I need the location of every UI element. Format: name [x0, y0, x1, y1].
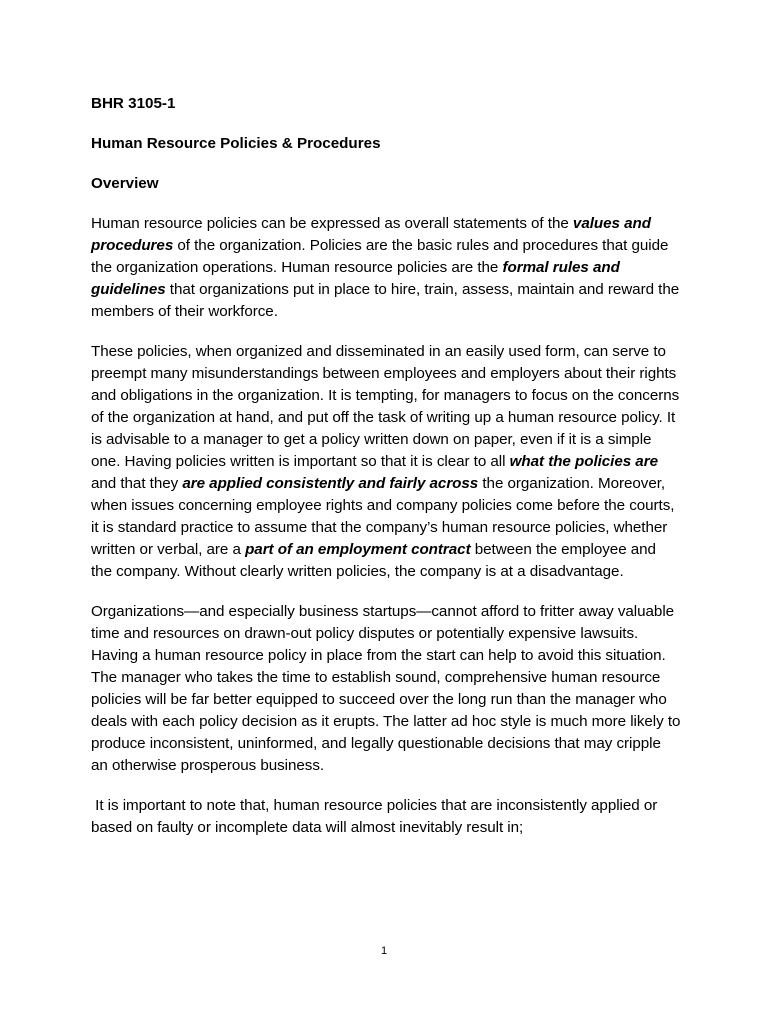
paragraph-2-text-4: between the employee and the company. Without clearly written policies, the company is at a disadvantage. — [91, 541, 656, 580]
section-heading-overview: Overview — [91, 175, 159, 192]
paragraph-1-text-1: Human resource policies can be expressed as overall statements of the — [91, 215, 573, 232]
page-content — [91, 93, 681, 857]
course-code: BHR 3105-1 — [91, 95, 176, 112]
paragraph-1-emphasis-1: values and procedures — [91, 215, 651, 254]
paragraph-2-text-3: the organization. Moreover, when issues concerning employee rights and company policies come before the courts, it is standard practice to assume that the company’s human resource policies, whether written or verbal, are a — [91, 475, 675, 558]
paragraph-2-text-2: and that they — [91, 475, 183, 492]
paragraph-2 — [91, 341, 681, 583]
paragraph-1 — [91, 213, 681, 323]
paragraph-1-emphasis-2: formal rules and guidelines — [91, 259, 620, 298]
paragraph-3: Organizations—and especially business startups—cannot afford to fritter away valuable time and resources on drawn-out policy disputes or potentially expensive lawsuits. Having a human resource policy in place from the start can help to avoid this situation. The manager who takes the time to establish sound, comprehensive human resource policies will be far better equipped to succeed over the long run than the manager who deals with each policy decision as it erupts. The latter ad hoc style is much more likely to produce inconsistent, uninformed, and legally questionable decisions that may cripple an otherwise prosperous business. — [91, 603, 681, 774]
paragraph-2-emphasis-2: are applied consistently and fairly across — [182, 475, 479, 492]
paragraph-1-text-2: of the organization. Policies are the basic rules and procedures that guide the organization operations. Human resource policies are the — [91, 237, 669, 276]
document-title: Human Resource Policies & Procedures — [91, 135, 381, 152]
page-number: 1 — [380, 945, 388, 957]
paragraph-2-text-1: These policies, when organized and disseminated in an easily used form, can serve to preempt many misunderstandings between employees and employers about their rights and obligations in the organization. It is tempting, for managers to focus on the concerns of the organization at hand, and put off the task of writing up a human resource policy. It is advisable to a manager to get a policy written down on paper, even if it is a simple one. Having policies written is important so that it is clear to all — [91, 343, 680, 470]
paragraph-2-emphasis-1: what the policies are — [509, 453, 658, 470]
paragraph-1-text-3: that organizations put in place to hire, train, assess, maintain and reward the members of their workforce. — [91, 281, 680, 320]
paragraph-2-emphasis-3: part of an employment contract — [245, 541, 471, 558]
paragraph-4: It is important to note that, human resource policies that are inconsistently applied or based on faulty or incomplete data will almost inevitably result in; — [91, 797, 662, 836]
